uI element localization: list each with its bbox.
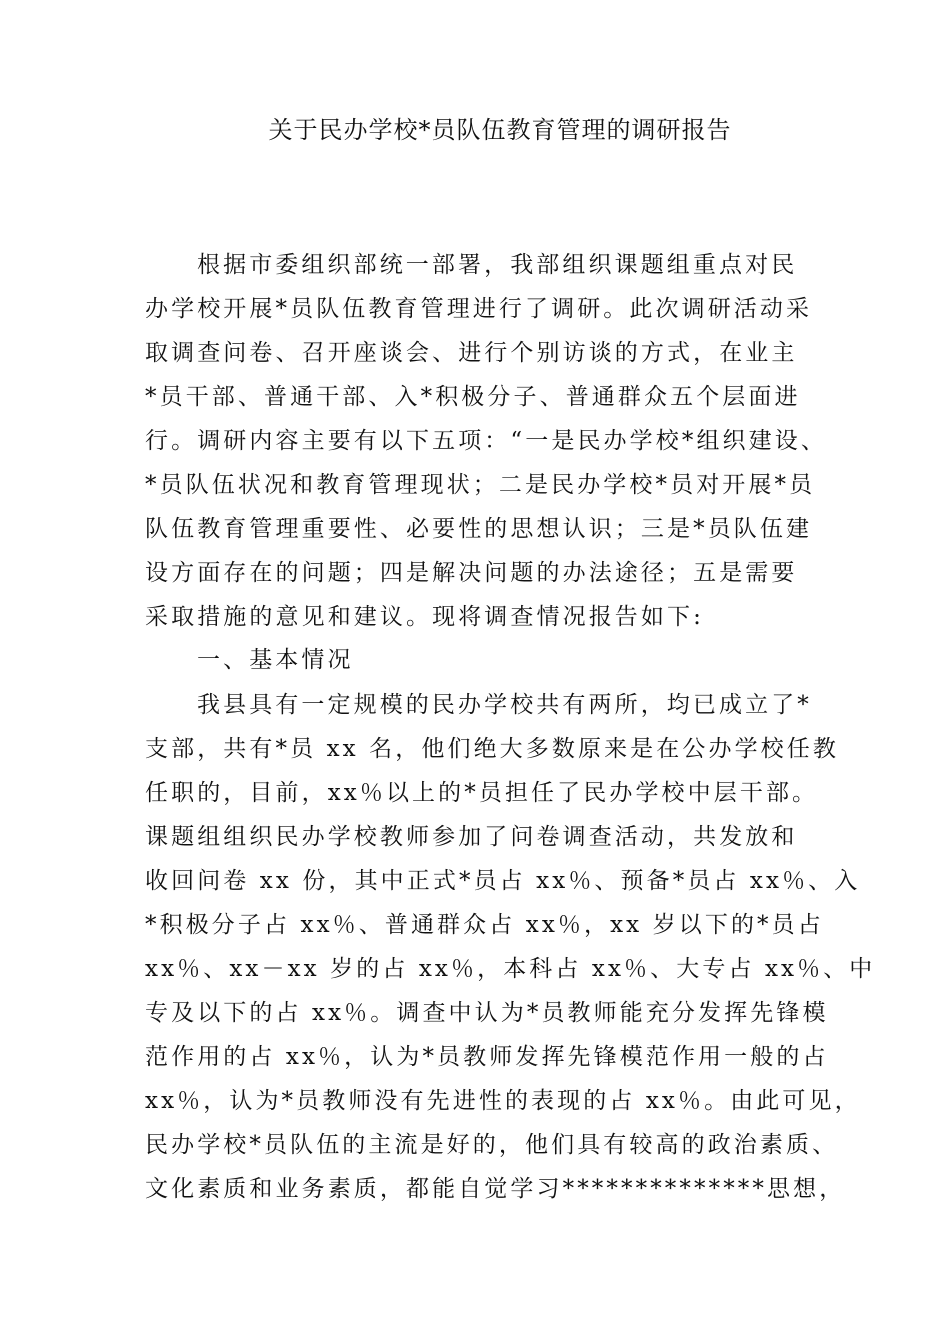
paragraph-2-line-6: *积极分子占 xx％、普通群众占 xx％，xx 岁以下的*员占 [145, 912, 824, 938]
paragraph-1-line-5: 行。调研内容主要有以下五项：“一是民办学校*组织建设、 [145, 428, 827, 454]
paragraph-2-line-2: 支部，共有*员 xx 名，他们绝大多数原来是在公办学校任教 [145, 736, 839, 762]
section-heading: 一、基本情况 [197, 647, 354, 673]
paragraph-2-line-8: 专及以下的占 xx％。调查中认为*员教师能充分发挥先锋模 [145, 1000, 829, 1026]
paragraph-1-line-8: 设方面存在的问题；四是解决问题的办法途径；五是需要 [145, 560, 798, 586]
paragraph-1-line-1: 根据市委组织部统一部署，我部组织课题组重点对民 [197, 252, 798, 278]
paragraph-2-line-9: 范作用的占 xx％，认为*员教师发挥先锋模范作用一般的占 [145, 1044, 829, 1070]
paragraph-1-line-2: 办学校开展*员队伍教育管理进行了调研。此次调研活动采 [145, 296, 813, 322]
paragraph-1-line-4: *员干部、普通干部、入*积极分子、普通群众五个层面进 [145, 384, 801, 410]
paragraph-1-line-3: 取调查问卷、召开座谈会、进行个别访谈的方式，在业主 [145, 340, 798, 366]
paragraph-2-line-11: 民办学校*员队伍的主流是好的，他们具有较高的政治素质、 [145, 1132, 839, 1158]
paragraph-2-line-7: xx％、xx－xx 岁的占 xx％，本科占 xx％、大专占 xx％、中 [145, 956, 876, 982]
paragraph-2-line-12: 文化素质和业务素质，都能自觉学习**************思想， [145, 1176, 846, 1202]
paragraph-1-line-6: *员队伍状况和教育管理现状；二是民办学校*员对开展*员 [145, 472, 816, 498]
paragraph-2-line-3: 任职的，目前，xx％以上的*员担任了民办学校中层干部。 [145, 780, 819, 806]
paragraph-1-line-9: 采取措施的意见和建议。现将调查情况报告如下: [145, 604, 704, 630]
document-title: 关于民办学校*员队伍教育管理的调研报告 [268, 116, 732, 144]
paragraph-2-line-5: 收回问卷 xx 份，其中正式*员占 xx％、预备*员占 xx％、入 [145, 868, 861, 894]
paragraph-2-line-4: 课题组组织民办学校教师参加了问卷调查活动，共发放和 [145, 824, 798, 850]
paragraph-2-line-1: 我县具有一定规模的民办学校共有两所，均已成立了* [197, 692, 812, 718]
paragraph-2-line-10: xx％，认为*员教师没有先进性的表现的占 xx％。由此可见， [145, 1088, 861, 1114]
paragraph-1-line-7: 队伍教育管理重要性、必要性的思想认识；三是*员队伍建 [145, 516, 813, 542]
